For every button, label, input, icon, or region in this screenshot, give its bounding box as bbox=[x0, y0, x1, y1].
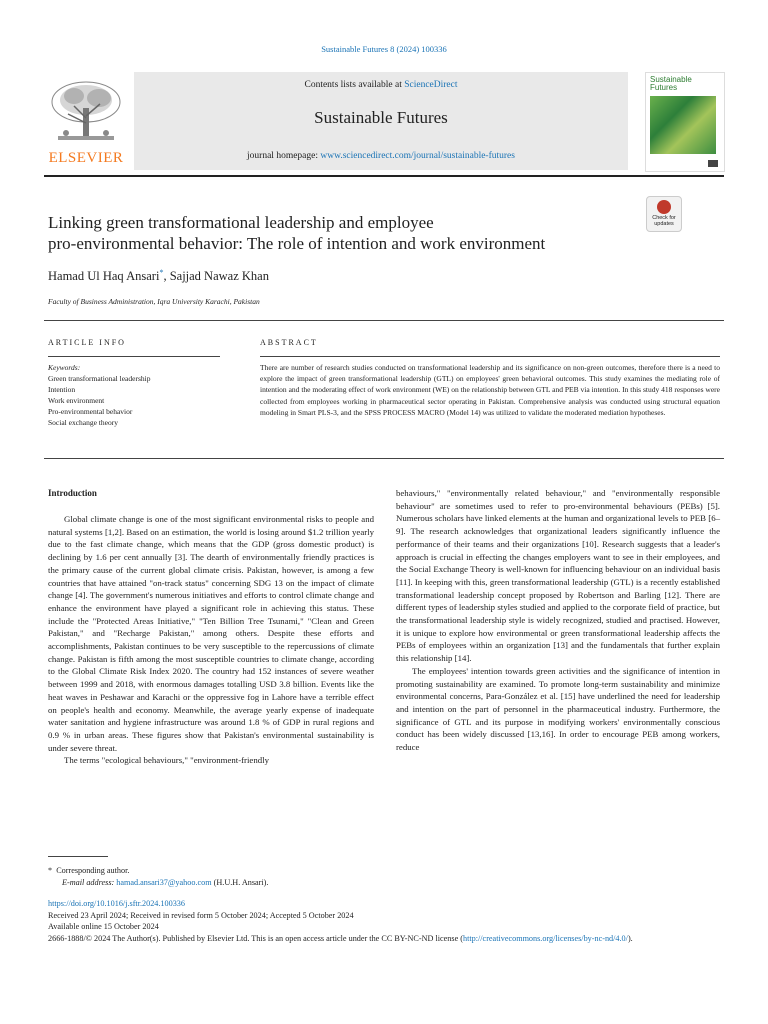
abstract-rule bbox=[260, 356, 720, 357]
cover-title: Sustainable Futures bbox=[650, 75, 692, 92]
cover-logo-icon bbox=[708, 160, 718, 167]
cover-image bbox=[650, 96, 716, 154]
keyword-item: Work environment bbox=[48, 396, 105, 405]
abstract-text: There are number of research studies conducted on transformational leadership and its significance on non-green outcomes, therefore there is a need to explore the impact of green transformational leadership (GTL) on employees' green behavioral outcomes. This study examines the mediating role of intention and the moderating effect of work environment (WE) on the relationship between GTL and PEB via intention. In this study 418 responses were collected from employees working in pharmaceutical sector operating in Pakistan. Comprehensive analysis was conducted using structural equation modeling in Smart PLS-3, and the SPSS PROCESS MACRO (Model 14) was utilized to validate the moderated mediation hypotheses. bbox=[260, 363, 720, 417]
corresponding-author-note: * Corresponding author. bbox=[48, 866, 130, 875]
author-list: Hamad Ul Haq Ansari*, Sajjad Nawaz Khan bbox=[48, 268, 269, 284]
body-paragraph: behaviours," "environmentally related behaviour," and "environmentally responsible behaviour" are sometimes used to refer to pro-environmental behaviours (PEBs) [5]. Numerous scholars have linked elements at the human and organizational levels to PEB [6–9]. The research acknowledges that organizational leaders significantly influence the performance of their teams and their organizations [10]. Research suggests that a leader's approach is crucial in effecting the changes employers want to see in their employees, and the Social Exchange Theory is well-known for influencing behaviour on an individual basis [11]. In keeping with this, green transformational leadership (GTL) is a recently established transformational leadership concept proposed by Robertson and Barling [12]. There are different types of leadership styles studied and applied to the corporate field of practice, but the transformational leadership style is widely recognized, studied and practised. However, it is unique to explore how environmental or green transformational leadership affects the PEBs of employees within an organization [13] and the fundamentals that further explain this relationship [14]. bbox=[396, 488, 720, 664]
journal-homepage-line: journal homepage: www.sciencedirect.com/journal/sustainable-futures bbox=[247, 151, 515, 161]
email-note: E-mail address: hamad.ansari37@yahoo.com (H.U.H. Ansari). bbox=[62, 878, 269, 887]
body-paragraph: The employees' intention towards green activities and the significance of intention in promoting sustainability are examined. To promote long-term sustainability and minimize environmental concerns, Para-González et al. [15] have underlined the need for leadership and intention on the part of personnel in the pharmaceutical industry. Furthermore, the significance of GTL and its purpose in modifying workers' environmentally conscious conduct has been widely discussed [13,16]. In order to encourage PEB among workers, reduce bbox=[396, 665, 720, 753]
footnote-rule bbox=[48, 856, 108, 857]
elsevier-wordmark[interactable]: ELSEVIER bbox=[48, 150, 124, 166]
keywords-list bbox=[48, 362, 228, 428]
journal-cover-thumbnail[interactable] bbox=[645, 72, 725, 172]
affiliation: Faculty of Business Administration, Iqra University Karachi, Pakistan bbox=[48, 297, 260, 306]
abstract-bottom-rule bbox=[44, 458, 724, 459]
abstract-heading: ABSTRACT bbox=[260, 338, 318, 347]
sciencedirect-link[interactable]: ScienceDirect bbox=[404, 80, 458, 90]
journal-name: Sustainable Futures bbox=[314, 108, 448, 127]
corresponding-author-mark[interactable]: * bbox=[159, 268, 164, 277]
keyword-item: Green transformational leadership bbox=[48, 374, 151, 383]
publication-info bbox=[48, 898, 720, 945]
check-for-updates-button[interactable]: Check for updates bbox=[646, 196, 682, 232]
article-info-heading: ARTICLE INFO bbox=[48, 338, 126, 347]
doi-link[interactable]: https://doi.org/10.1016/j.sftr.2024.100336 bbox=[48, 899, 185, 908]
introduction-heading: Introduction bbox=[48, 488, 97, 498]
keyword-item: Pro-environmental behavior bbox=[48, 407, 133, 416]
email-link[interactable]: hamad.ansari37@yahoo.com bbox=[116, 878, 212, 887]
journal-homepage-link[interactable]: www.sciencedirect.com/journal/sustainable-futures bbox=[320, 151, 515, 161]
author-name[interactable]: Sajjad Nawaz Khan bbox=[169, 269, 269, 284]
body-paragraph: The terms "ecological behaviours," "environment-friendly bbox=[64, 755, 269, 766]
available-online: Available online 15 October 2024 bbox=[48, 922, 159, 932]
article-info-rule bbox=[48, 356, 220, 357]
contents-available-line: Contents lists available at ScienceDirect bbox=[304, 80, 458, 90]
license-link[interactable]: http://creativecommons.org/licenses/by-nc-nd/4.0/ bbox=[463, 934, 628, 944]
header-rule bbox=[44, 175, 724, 177]
check-updates-icon bbox=[657, 200, 671, 214]
license-statement: 2666-1888/© 2024 The Author(s). Published by Elsevier Ltd. This is an open access article under the CC BY-NC-ND license (http://creativecommons.org/licenses/by-nc-nd/4.0/). bbox=[48, 934, 633, 944]
journal-reference[interactable]: Sustainable Futures 8 (2024) 100336 bbox=[321, 44, 447, 54]
left-column bbox=[48, 513, 374, 767]
received-dates: Received 23 April 2024; Received in revised form 5 October 2024; Accepted 5 October 2024 bbox=[48, 910, 354, 920]
keyword-item: Social exchange theory bbox=[48, 418, 118, 427]
right-column bbox=[396, 487, 720, 754]
section-rule bbox=[44, 320, 724, 321]
article-title: Linking green transformational leadership and employee pro-environmental behavior: The role of intention and work environment bbox=[48, 213, 546, 253]
body-paragraph: Global climate change is one of the most significant environmental risks to people and natural systems [1,2]. Based on an estimation, the world is losing around $1.2 trillion yearly due to the fast climate change, which means that the GDP (gross domestic product) is declining by 1.6 per cent annually [3]. The dearth of environmentally friendly practices is the primary cause of the current global climate crisis. Pakistan, however, is among a few countries that have attained "on-track status" concerning SDG 13 on the impact of climate change [4]. The government's numerous initiatives and efforts to control climate change and enhance the environment have played a significant role in achieving this status. These include the "Protected Areas Initiative," "Ten Billion Tree Tsunami," "Clean and Green Pakistan," and "Recharge Pakistan," among others. Despite these efforts and accomplishments, Pakistan continues to be very susceptible to the repercussions of climate change. Pakistan is fifth among the most susceptible countries to climate change, according to the Global Climate Risk Index 2020. The country had 152 instances of severe weather between 1999 and 2018, with enormous damages totalling USD 3.8 billion. Events like the heat waves in Peshawar and Karachi or the oppressive fog in Lahore have a terrible effect on people's health and economy. Meanwhile, the average yearly expense of inadequate water sanitation and hygiene infrastructure was around 1.8 % of GDP in rural regions and 0.9 % in urban areas. These figures show that Pakistan's environmental sustainability is under severe threat. bbox=[48, 514, 374, 753]
keywords-heading: Keywords: bbox=[48, 363, 81, 372]
author-name[interactable]: Hamad Ul Haq Ansari bbox=[48, 269, 160, 284]
keyword-item: Intention bbox=[48, 385, 76, 394]
footnotes bbox=[48, 865, 268, 889]
